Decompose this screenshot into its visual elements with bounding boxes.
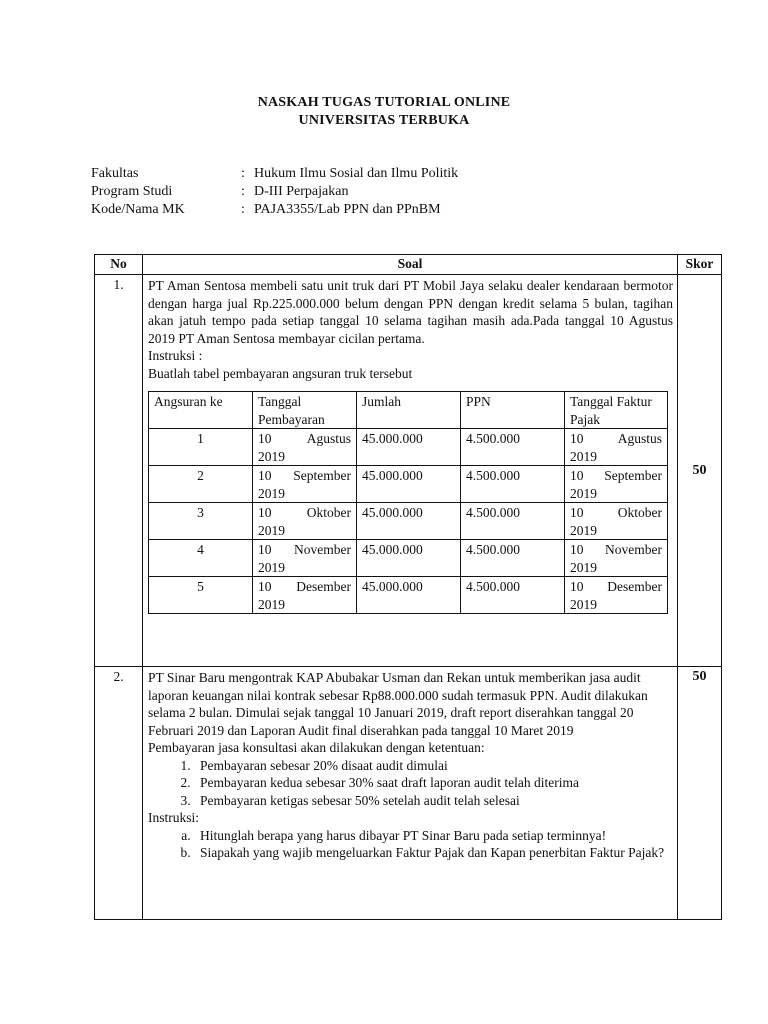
installment-number: 1	[149, 429, 253, 466]
score-value: 50	[692, 462, 707, 478]
amount: 45.000.000	[357, 540, 461, 577]
payment-date: 10 Desember 2019	[253, 577, 357, 614]
meta-colon: :	[241, 184, 245, 199]
meta-row-kode-mk	[91, 201, 458, 219]
meta-value: D-III Perpajakan	[254, 184, 349, 199]
instruction-label: Instruksi:	[148, 810, 200, 825]
invoice-date: 10 Desember 2019	[565, 577, 668, 614]
ppn: 4.500.000	[461, 429, 565, 466]
title-line-2: UNIVERSITAS TERBUKA	[298, 113, 470, 128]
installment-number: 2	[149, 466, 253, 503]
instruction-item: a. Hitunglah berapa yang harus dibayar PT Sinar Baru pada setiap terminnya!	[194, 827, 673, 845]
header-soal: Soal	[143, 255, 678, 275]
meta-row-fakultas	[91, 165, 458, 183]
task-table	[94, 254, 722, 920]
installment-row	[149, 466, 668, 503]
payment-date: 10 Agustus 2019	[253, 429, 357, 466]
payment-date: 10 November 2019	[253, 540, 357, 577]
amount: 45.000.000	[357, 466, 461, 503]
amount: 45.000.000	[357, 503, 461, 540]
installment-row	[149, 503, 668, 540]
header-tanggal-pembayaran: Tanggal Pembayaran	[253, 392, 357, 429]
question-body-1	[143, 275, 678, 667]
ppn: 4.500.000	[461, 466, 565, 503]
installment-number: 3	[149, 503, 253, 540]
payment-term: 1. Pembayaran sebesar 20% disaat audit dimulai	[194, 757, 673, 775]
installment-number: 4	[149, 540, 253, 577]
question-row-2	[95, 667, 722, 920]
payment-term: 3. Pembayaran ketigas sebesar 50% setelah audit telah selesai	[194, 792, 673, 810]
installment-row	[149, 429, 668, 466]
task-table-header	[95, 255, 722, 275]
invoice-date: 10 Agustus 2019	[565, 429, 668, 466]
instruction-list	[148, 827, 673, 862]
question-row-1	[95, 275, 722, 667]
invoice-date: 10 Oktober 2019	[565, 503, 668, 540]
invoice-date: 10 November 2019	[565, 540, 668, 577]
meta-label: Kode/Nama MK	[91, 202, 185, 217]
header-skor: Skor	[678, 255, 722, 275]
header-tanggal-faktur: Tanggal Faktur Pajak	[565, 392, 668, 429]
meta-label: Fakultas	[91, 166, 139, 181]
page-title	[0, 94, 768, 130]
question-paragraph: PT Aman Sentosa membeli satu unit truk dari PT Mobil Jaya selaku dealer kendaraan bermotor dengan harga jual Rp.225.000.000 belum dengan PPN dengan kredit selama 5 bulan, tagihan akan jatuh tempo pada setiap tanggal 10 selama tagihan masih ada.Pada tanggal 10 Agustus 2019 PT Aman Sentosa membayar cicilan pertama.	[148, 278, 673, 346]
ppn: 4.500.000	[461, 503, 565, 540]
meta-row-program-studi	[91, 183, 458, 201]
score-value: 50	[692, 669, 707, 684]
course-info	[91, 165, 458, 219]
meta-value: Hukum Ilmu Sosial dan Ilmu Politik	[254, 166, 459, 181]
instruction-text: Buatlah tabel pembayaran angsuran truk tersebut	[148, 365, 413, 381]
score-cell-2	[678, 667, 722, 920]
payment-term: 2. Pembayaran kedua sebesar 30% saat draft laporan audit telah diterima	[194, 774, 673, 792]
instruction-label: Instruksi :	[148, 348, 203, 363]
amount: 45.000.000	[357, 429, 461, 466]
header-jumlah: Jumlah	[357, 392, 461, 429]
question-body-2	[143, 667, 678, 920]
meta-value: PAJA3355/Lab PPN dan PPnBM	[254, 202, 441, 217]
meta-label: Program Studi	[91, 184, 173, 199]
header-ppn: PPN	[461, 392, 565, 429]
installment-header-row	[149, 392, 668, 429]
header-no: No	[95, 255, 143, 275]
question-number: 1.	[95, 275, 143, 667]
score-cell-1	[678, 275, 722, 667]
ppn: 4.500.000	[461, 540, 565, 577]
payment-date: 10 September 2019	[253, 466, 357, 503]
installment-row	[149, 540, 668, 577]
amount: 45.000.000	[357, 577, 461, 614]
installment-number: 5	[149, 577, 253, 614]
payment-date: 10 Oktober 2019	[253, 503, 357, 540]
title-line-1: NASKAH TUGAS TUTORIAL ONLINE	[257, 95, 511, 110]
question-paragraph: PT Sinar Baru mengontrak KAP Abubakar Usman dan Rekan untuk memberikan jasa audit laporan keuangan nilai kontrak sebesar Rp88.000.000 sudah termasuk PPN. Audit dilakukan selama 2 bulan. Dimulai sejak tanggal 10 Januari 2019, draft report diserahkan tanggal 20 Februari 2019 dan Laporan Audit final diserahkan pada tanggal 10 Maret 2019	[148, 670, 648, 738]
payment-terms-list	[148, 757, 673, 810]
question-number: 2.	[95, 667, 143, 920]
installment-table	[148, 391, 668, 614]
installment-row	[149, 577, 668, 614]
meta-colon: :	[241, 166, 245, 181]
instruction-item: b. Siapakah yang wajib mengeluarkan Faktur Pajak dan Kapan penerbitan Faktur Pajak?	[194, 844, 673, 862]
header-angsuran: Angsuran ke	[149, 392, 253, 429]
payment-terms-intro: Pembayaran jasa konsultasi akan dilakukan dengan ketentuan:	[148, 740, 485, 755]
meta-colon: :	[241, 202, 245, 217]
invoice-date: 10 September 2019	[565, 466, 668, 503]
ppn: 4.500.000	[461, 577, 565, 614]
